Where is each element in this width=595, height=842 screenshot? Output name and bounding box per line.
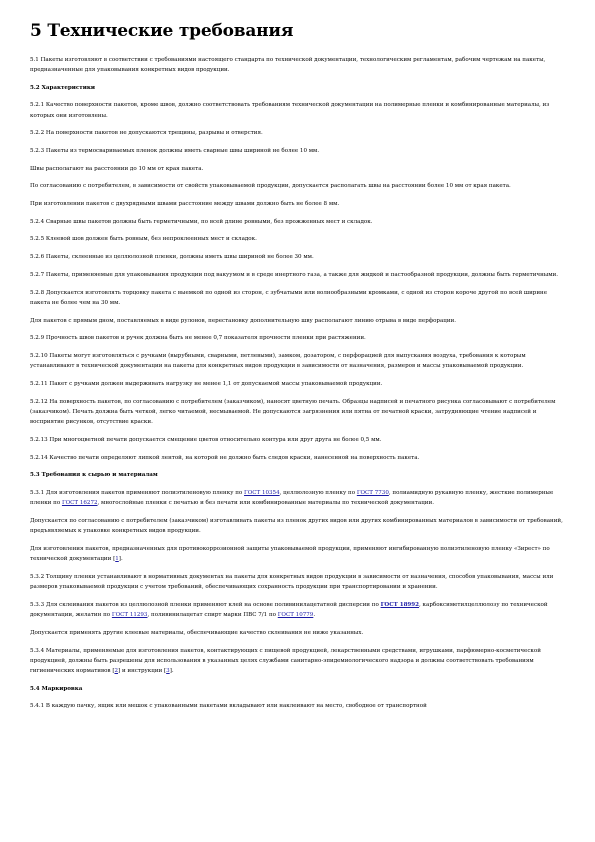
reference-link[interactable]: 3	[166, 668, 170, 675]
paragraph-text: Допускается применять другие клеевые материалы, обеспечивающие качество склеивания не ниже указанных.	[30, 629, 364, 636]
paragraph	[30, 128, 565, 138]
paragraph	[30, 351, 565, 372]
paragraph-text: 5.2.9 Прочность швов пакетов и ручек должна быть не менее 0,7 показателя прочности пленки при растяжении.	[30, 335, 366, 342]
paragraph	[30, 544, 565, 565]
paragraph-text: 5.2.3 Пакеты из термосвариваемых пленок должны иметь сварные швы шириной не более 10 мм.	[30, 148, 320, 155]
paragraph-text: Для изготовления пакетов, предназначенных для противокоррозионной защиты упаковываемой продукции, применяют ингибированную полиэтиленовую пленку «Зирест» по технической документации [	[30, 545, 550, 563]
paragraph	[30, 516, 565, 537]
paragraph-text: 5.1 Пакеты изготовляют в соответствии с требованиями настоящего стандарта по технической документации, технологическим регламентам, рабочим чертежам на пакеты, предназначенные для упаковывания конкретных видов продукции.	[30, 56, 546, 73]
reference-link[interactable]: ГОСТ 11293	[111, 612, 148, 619]
section-heading	[30, 470, 565, 480]
paragraph-text: 5.2.14 Качество печати определяют липкой лентой, на которой не должно быть следов краски, нанесенной на поверхность пакета.	[30, 454, 420, 461]
paragraph	[30, 234, 565, 244]
reference-link[interactable]: ГОСТ 7730	[356, 489, 389, 496]
paragraph-text: 5.2.10 Пакеты могут изготовляться с ручками (вырубными, сварными, петлевыми), замком, дозатором, с перфорацией для выпускания воздуха, требования к которым устанавливают в технической документации на пакеты для конкретных видов продукции в зависимости от назначения, размеров и массы упаковываемой продукции.	[30, 352, 526, 370]
section-heading	[30, 684, 565, 694]
paragraph	[30, 435, 565, 445]
paragraph-text: При изготовлении пакетов с двухрядными швами расстояние между швами должно быть не более 8 мм.	[30, 201, 340, 208]
paragraph	[30, 379, 565, 389]
paragraph	[30, 100, 565, 121]
paragraph	[30, 252, 565, 262]
paragraph-text: 5.3.2 Толщину пленки устанавливают в нормативных документах на пакеты для конкретных видов продукции в зависимости от назначения, способов упаковывания, массы или размеров упаковываемой продукции с учетом требований, обеспечивающих сохранность продукции при транспортировании и хранении.	[30, 573, 554, 591]
paragraph-text: 5.3.4 Материалы, применяемые для изготовления пакетов, контактирующих с пищевой продукцией, лекарственными средствами, игрушками, парфюмерно-косметической продукцией, должны быть разрешены для использования в указанных целях службами санитарно-эпидемиологического надзора и должны соответствовать требованиям гигиенических нормативов [	[30, 647, 541, 675]
paragraph-text: 5.4.1 В каждую пачку, ящик или мешок с упакованными пакетами вкладывают или наклеивают на место, свободное от транспортной	[30, 703, 427, 710]
paragraph	[30, 333, 565, 343]
paragraph-text: 5.2 Характеристики	[30, 84, 95, 91]
paragraph	[30, 270, 565, 280]
paragraph	[30, 146, 565, 156]
paragraph	[30, 701, 565, 711]
paragraph-text: 5.2.13 При многоцветной печати допускается смещение цветов относительно контура или друг друга не более 0,5 мм.	[30, 436, 382, 443]
paragraph-text: Допускается по согласованию с потребителем (заказчиком) изготавливать пакеты из пленок других видов или других комбинированных материалов в зависимости от требований, предъявляемых к упаковке конкретных видов продукции.	[30, 517, 563, 535]
paragraph-text: 5.2.6 Пакеты, склеенные из целлюлозной пленки, должны иметь швы шириной не более 30 мм.	[30, 254, 314, 261]
paragraph-text: , полиамидную рукавную пленку, жесткие полимерные пленки по	[30, 489, 554, 507]
paragraph-text: .	[313, 612, 316, 619]
paragraph-text: 5.4 Маркировка	[30, 685, 83, 692]
paragraph-text: ] и инструкции [	[118, 668, 167, 675]
paragraph	[30, 397, 565, 428]
paragraph-text: 5.2.1 Качество поверхности пакетов, кроме швов, должно соответствовать требованиям технической документации на полимерные пленки и комбинированные материалы, из которых они изготовлены.	[30, 102, 550, 119]
paragraph	[30, 572, 565, 593]
paragraph-text: Швы располагают на расстоянии до 10 мм от края пакета.	[30, 165, 204, 172]
paragraph	[30, 181, 565, 191]
paragraph	[30, 488, 565, 509]
paragraph	[30, 199, 565, 209]
paragraph-text: , карбоксиметилцеллюлозу по технической документации, желатин по	[30, 601, 548, 619]
reference-link[interactable]: ГОСТ 16272	[61, 500, 98, 507]
paragraph-text: 5.2.11 Пакет с ручками должен выдерживать нагрузку не менее 1,1 от допускаемой массы упаковываемой продукции.	[30, 380, 383, 387]
reference-link[interactable]: ГОСТ 10354	[244, 489, 280, 496]
paragraph-text: , поливинилацетат спирт марки ПВС 7/1 по	[147, 612, 278, 619]
paragraph	[30, 453, 565, 463]
paragraph	[30, 628, 565, 638]
paragraph-text: Для пакетов с прямым дном, поставляемых в виде рулонов, перестановку дополнительную шву располагают линию отрыва в виде перфорации.	[30, 317, 457, 324]
reference-link[interactable]: 1	[115, 556, 119, 563]
reference-link[interactable]: ГОСТ 10779	[277, 612, 314, 619]
paragraph-text: 5.2.7 Пакеты, применяемые для упаковывания продукции под вакуумом и в среде инертного газа, а также для жидкой и пастообразной продукции, должны быть герметичными.	[30, 271, 558, 278]
paragraph	[30, 646, 565, 677]
paragraph-text: ].	[118, 556, 123, 563]
reference-link[interactable]: 2	[114, 668, 119, 675]
paragraph	[30, 55, 565, 76]
paragraph	[30, 600, 565, 621]
page-title: 5 Технические требования	[30, 21, 294, 41]
paragraph-text: ].	[169, 668, 174, 675]
paragraph-text: 5.2.4 Сварные швы пакетов должны быть герметичными, по всей длине ровными, без прожженных мест и складок.	[30, 218, 373, 225]
reference-link[interactable]: ГОСТ 18992	[380, 601, 420, 608]
paragraph	[30, 217, 565, 227]
paragraph-text: 5.3.1 Для изготовления пакетов применяют полиэтиленовую пленку по	[30, 489, 245, 496]
paragraph-text: 5.2.8 Допускается изготовлять торцовку пакета с выемкой по одной из сторон, с зубчатыми или волнообразными кромками, с одной из сторон короче другой по всей ширине пакета не более чем на 30 мм.	[30, 289, 548, 306]
paragraph	[30, 316, 565, 326]
paragraph-text: 5.3 Требования к сырью и материалам	[30, 472, 158, 479]
paragraph	[30, 288, 565, 309]
paragraph-text: , целлюлозную пленку по	[279, 489, 357, 496]
paragraph-text: По согласованию с потребителем, в зависимости от свойств упаковываемой продукции, допускается располагать швы на расстоянии более 10 мм от края пакета.	[30, 183, 511, 190]
paragraph	[30, 164, 565, 174]
paragraph-text: , многослойные пленки с печатью и без печати или комбинированные материалы по технической документации.	[97, 500, 434, 507]
document-body	[30, 55, 565, 712]
paragraph-text: 5.2.5 Клеевой шов должен быть ровным, без непроклеенных мест и складок.	[30, 236, 257, 243]
paragraph-text: 5.3.3 Для склеивания пакетов из целлюлозной пленки применяют клей на основе поливинилацетатной дисперсии по	[30, 601, 381, 608]
paragraph-text: 5.2.2 На поверхности пакетов не допускаются трещины, разрывы и отверстия.	[30, 130, 263, 137]
paragraph-text: 5.2.12 На поверхность пакетов, по согласованию с потребителем (заказчиком), наносят цветную печать. Образцы надписей и печатного рисунка согласовывают с потребителем (заказчиком). Печать должна быть четкой, легко читаемой, несмываемой. Не допускаются загрязнения или пятна от печатной краски, затрудняющие чтение надписей и восприятие рисунков, отсутствие краски.	[30, 398, 556, 426]
section-heading	[30, 83, 565, 93]
